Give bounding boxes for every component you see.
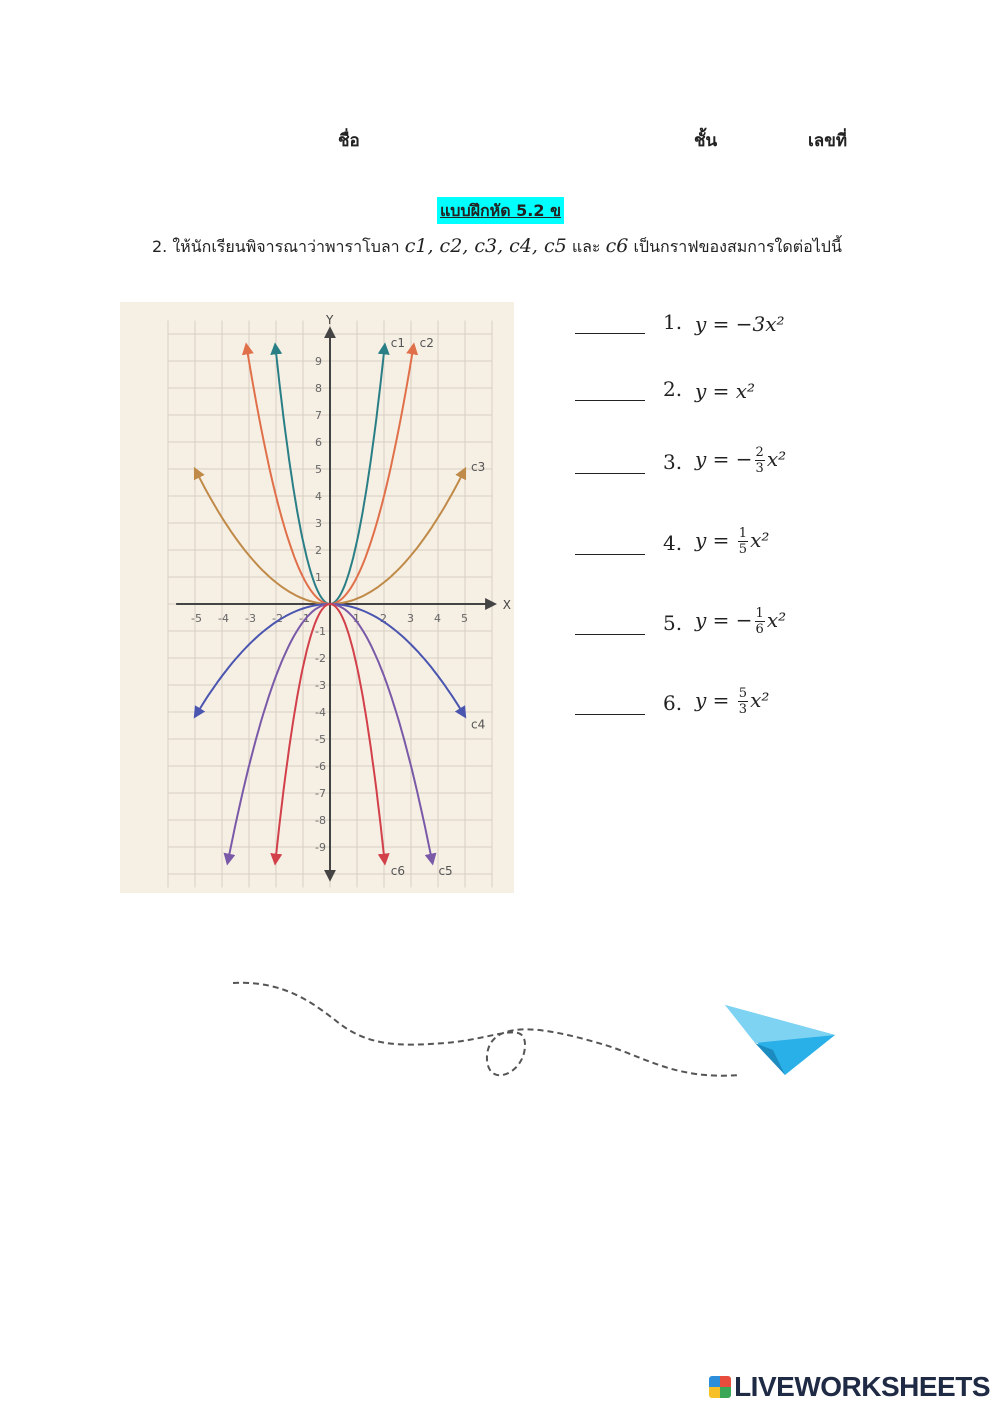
y-tick-label: 1 — [315, 571, 322, 584]
y-tick-label: -6 — [315, 760, 326, 773]
question-number: 2. — [663, 377, 683, 401]
equation: y = $\frac{5}{3}$ x² — [695, 686, 770, 717]
equation: y = x² — [695, 379, 756, 403]
y-tick-label: -4 — [315, 706, 326, 719]
y-tick-label: 7 — [315, 409, 322, 422]
fraction: $\frac{1}{5}$ — [738, 526, 748, 557]
question-number: 1. — [663, 310, 683, 334]
number-label: เลขที่ — [808, 131, 848, 151]
y-tick-label: -1 — [315, 625, 326, 638]
paper-plane-decoration — [225, 975, 845, 1095]
answer-blank[interactable] — [575, 634, 645, 635]
y-tick-label: 6 — [315, 436, 322, 449]
y-tick-label: -5 — [315, 733, 326, 746]
question-number: 5. — [663, 611, 683, 635]
instruction-last: c6 — [605, 235, 629, 257]
answer-blank[interactable] — [575, 554, 645, 555]
question-number: 6. — [663, 691, 683, 715]
series-label-c6: c6 — [390, 864, 406, 879]
x-tick-label: -2 — [272, 612, 283, 625]
y-tick-label: 5 — [315, 463, 322, 476]
answer-blank[interactable] — [575, 400, 645, 401]
instruction-prefix: 2. ให้นักเรียนพิจารณาว่าพาราโบลา — [152, 237, 400, 256]
series-label-c2: c2 — [419, 335, 434, 350]
series-label-c1: c1 — [390, 335, 406, 350]
y-tick-label: -8 — [315, 814, 326, 827]
name-label: ชื่อ — [338, 131, 360, 151]
answer-blank[interactable] — [575, 333, 645, 334]
instruction-parabolas: c1, c2, c3, c4, c5 — [404, 235, 567, 257]
x-tick-label: -4 — [218, 612, 229, 625]
fraction: $\frac{1}{6}$ — [755, 606, 764, 637]
series-label-c5: c5 — [438, 864, 453, 879]
series-label-c4: c4 — [471, 717, 486, 732]
parabola-graph — [120, 302, 514, 893]
y-axis-label: Y — [326, 312, 334, 327]
x-tick-label: 2 — [380, 612, 387, 625]
y-tick-label: 3 — [315, 517, 322, 530]
instruction-and: และ — [571, 237, 601, 256]
question-number: 3. — [663, 450, 683, 474]
class-label: ชั้น — [694, 131, 718, 151]
liveworksheets-logo: LIVEWORKSHEETS — [709, 1371, 990, 1403]
y-tick-label: 2 — [315, 544, 322, 557]
x-tick-label: 4 — [434, 612, 441, 625]
paper-plane-icon — [725, 1005, 835, 1075]
fraction: $\frac{5}{3}$ — [738, 686, 748, 717]
parabola-chart — [120, 302, 514, 893]
x-tick-label: -3 — [245, 612, 256, 625]
answer-blank[interactable] — [575, 714, 645, 715]
equation: y = −3x² — [695, 312, 785, 336]
x-tick-label: 5 — [461, 612, 468, 625]
logo-mark-icon — [709, 1376, 731, 1398]
exercise-title: แบบฝึกหัด 5.2 ข — [437, 197, 564, 224]
equation: y = − $\frac{2}{3}$ x² — [695, 445, 787, 476]
y-tick-label: -3 — [315, 679, 326, 692]
instruction-suffix: เป็นกราฟของสมการใดต่อไปนี้ — [633, 237, 842, 256]
y-tick-label: -7 — [315, 787, 326, 800]
x-tick-label: 1 — [353, 612, 360, 625]
question-number: 4. — [663, 531, 683, 555]
series-label-c3: c3 — [471, 460, 486, 474]
fraction: $\frac{2}{3}$ — [755, 445, 764, 476]
equation: y = $\frac{1}{5}$ x² — [695, 526, 770, 557]
y-tick-label: 4 — [315, 490, 322, 503]
y-tick-label: -9 — [315, 841, 326, 854]
dashed-flight-path — [233, 983, 740, 1076]
x-tick-label: -1 — [299, 612, 310, 625]
y-tick-label: 8 — [315, 382, 322, 395]
x-axis-label: X — [502, 598, 512, 612]
answer-blank[interactable] — [575, 473, 645, 474]
y-tick-label: 9 — [315, 355, 322, 368]
x-tick-label: 3 — [407, 612, 414, 625]
instruction — [152, 235, 842, 260]
equation: y = − $\frac{1}{6}$ x² — [695, 606, 787, 637]
y-tick-label: -2 — [315, 652, 326, 665]
x-tick-label: -5 — [191, 612, 202, 625]
